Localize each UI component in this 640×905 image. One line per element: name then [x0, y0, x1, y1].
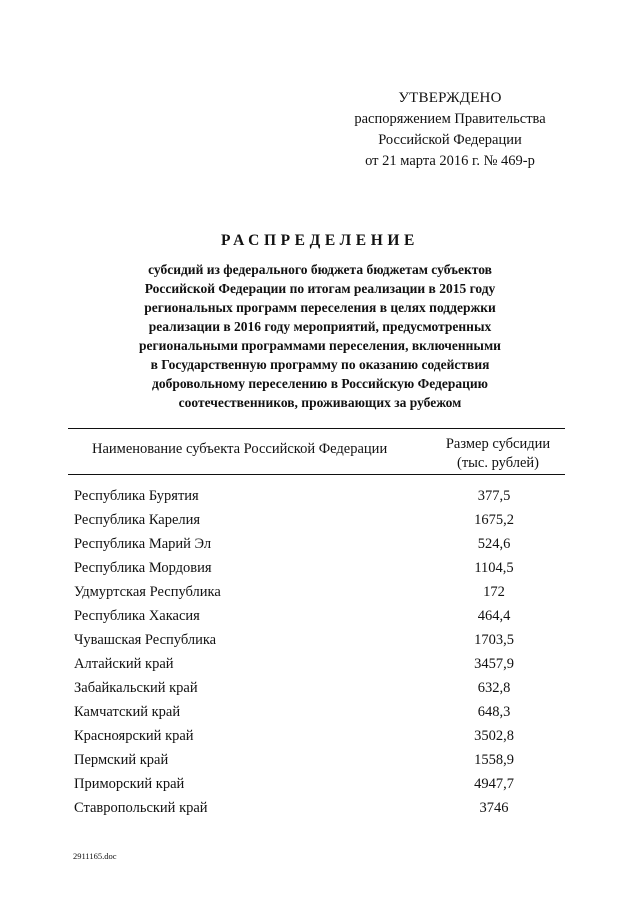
column-header-region: Наименование субъекта Российской Федерации — [92, 441, 388, 457]
table-row — [74, 604, 574, 628]
subtitle-line: в Государственную программу по оказанию содействия — [150, 357, 490, 372]
region-name: Республика Карелия — [74, 512, 201, 528]
approval-line-2: Российской Федерации — [378, 132, 522, 148]
approval-stamp: УТВЕРЖДЕНО — [398, 90, 502, 106]
table-row — [74, 676, 574, 700]
region-name: Алтайский край — [74, 656, 174, 672]
subsidy-value: 1703,5 — [474, 632, 514, 648]
table-row — [74, 700, 574, 724]
table-row — [74, 796, 574, 820]
table-row — [74, 748, 574, 772]
region-name: Приморский край — [74, 776, 185, 792]
table-row — [74, 508, 574, 532]
table-row — [74, 532, 574, 556]
subsidy-value: 3746 — [479, 800, 509, 816]
subsidy-value: 632,8 — [477, 680, 511, 696]
region-name: Красноярский край — [74, 728, 194, 744]
subsidy-value: 1558,9 — [474, 752, 514, 768]
region-name: Пермский край — [74, 752, 169, 768]
table-row — [74, 724, 574, 748]
approval-block — [340, 88, 560, 172]
table-header — [68, 428, 565, 475]
document-subtitle — [90, 260, 550, 412]
region-name: Республика Бурятия — [74, 488, 199, 504]
subsidy-value: 377,5 — [477, 488, 511, 504]
approval-line-3: от 21 марта 2016 г. № 469-р — [365, 153, 535, 169]
subtitle-line: соотечественников, проживающих за рубежом — [178, 395, 462, 410]
table-row — [74, 772, 574, 796]
region-name: Забайкальский край — [74, 680, 198, 696]
subsidy-value: 172 — [483, 584, 505, 600]
table-row — [74, 580, 574, 604]
column-header-subsidy-line-2: (тыс. рублей) — [457, 455, 539, 471]
subsidy-value: 648,3 — [477, 704, 511, 720]
subtitle-line: реализации в 2016 году мероприятий, предусмотренных — [148, 319, 492, 334]
approval-line-1: распоряжением Правительства — [354, 111, 546, 127]
region-name: Чувашская Республика — [74, 632, 217, 648]
region-name: Удмуртская Республика — [74, 584, 221, 600]
subsidy-value: 4947,7 — [474, 776, 514, 792]
document-title: РАСПРЕДЕЛЕНИЕ — [221, 232, 419, 249]
table-body — [74, 484, 574, 820]
subtitle-line: региональными программами переселения, включенными — [139, 338, 501, 353]
subtitle-line: региональных программ переселения в целях поддержки — [144, 300, 496, 315]
subsidy-value: 1104,5 — [474, 560, 514, 576]
table-row — [74, 628, 574, 652]
column-header-subsidy — [423, 435, 573, 473]
subsidy-value: 524,6 — [477, 536, 511, 552]
table-row — [74, 484, 574, 508]
table-row — [74, 652, 574, 676]
subsidy-value: 1675,2 — [474, 512, 514, 528]
table-row — [74, 556, 574, 580]
header-rule — [68, 474, 565, 475]
subsidy-value: 464,4 — [477, 608, 511, 624]
subtitle-line: Российской Федерации по итогам реализации в 2015 году — [144, 281, 496, 296]
subtitle-line: субсидий из федерального бюджета бюджетам субъектов — [148, 262, 492, 277]
column-header-subsidy-line-1: Размер субсидии — [445, 436, 551, 452]
region-name: Камчатский край — [74, 704, 181, 720]
subtitle-line: добровольному переселению в Российскую Федерацию — [152, 376, 488, 391]
region-name: Республика Хакасия — [74, 608, 200, 624]
subsidy-value: 3502,8 — [474, 728, 514, 744]
region-name: Республика Марий Эл — [74, 536, 212, 552]
region-name: Республика Мордовия — [74, 560, 212, 576]
region-name: Ставропольский край — [74, 800, 208, 816]
subsidy-value: 3457,9 — [474, 656, 514, 672]
footer-filename: 2911165.doc — [73, 851, 117, 861]
